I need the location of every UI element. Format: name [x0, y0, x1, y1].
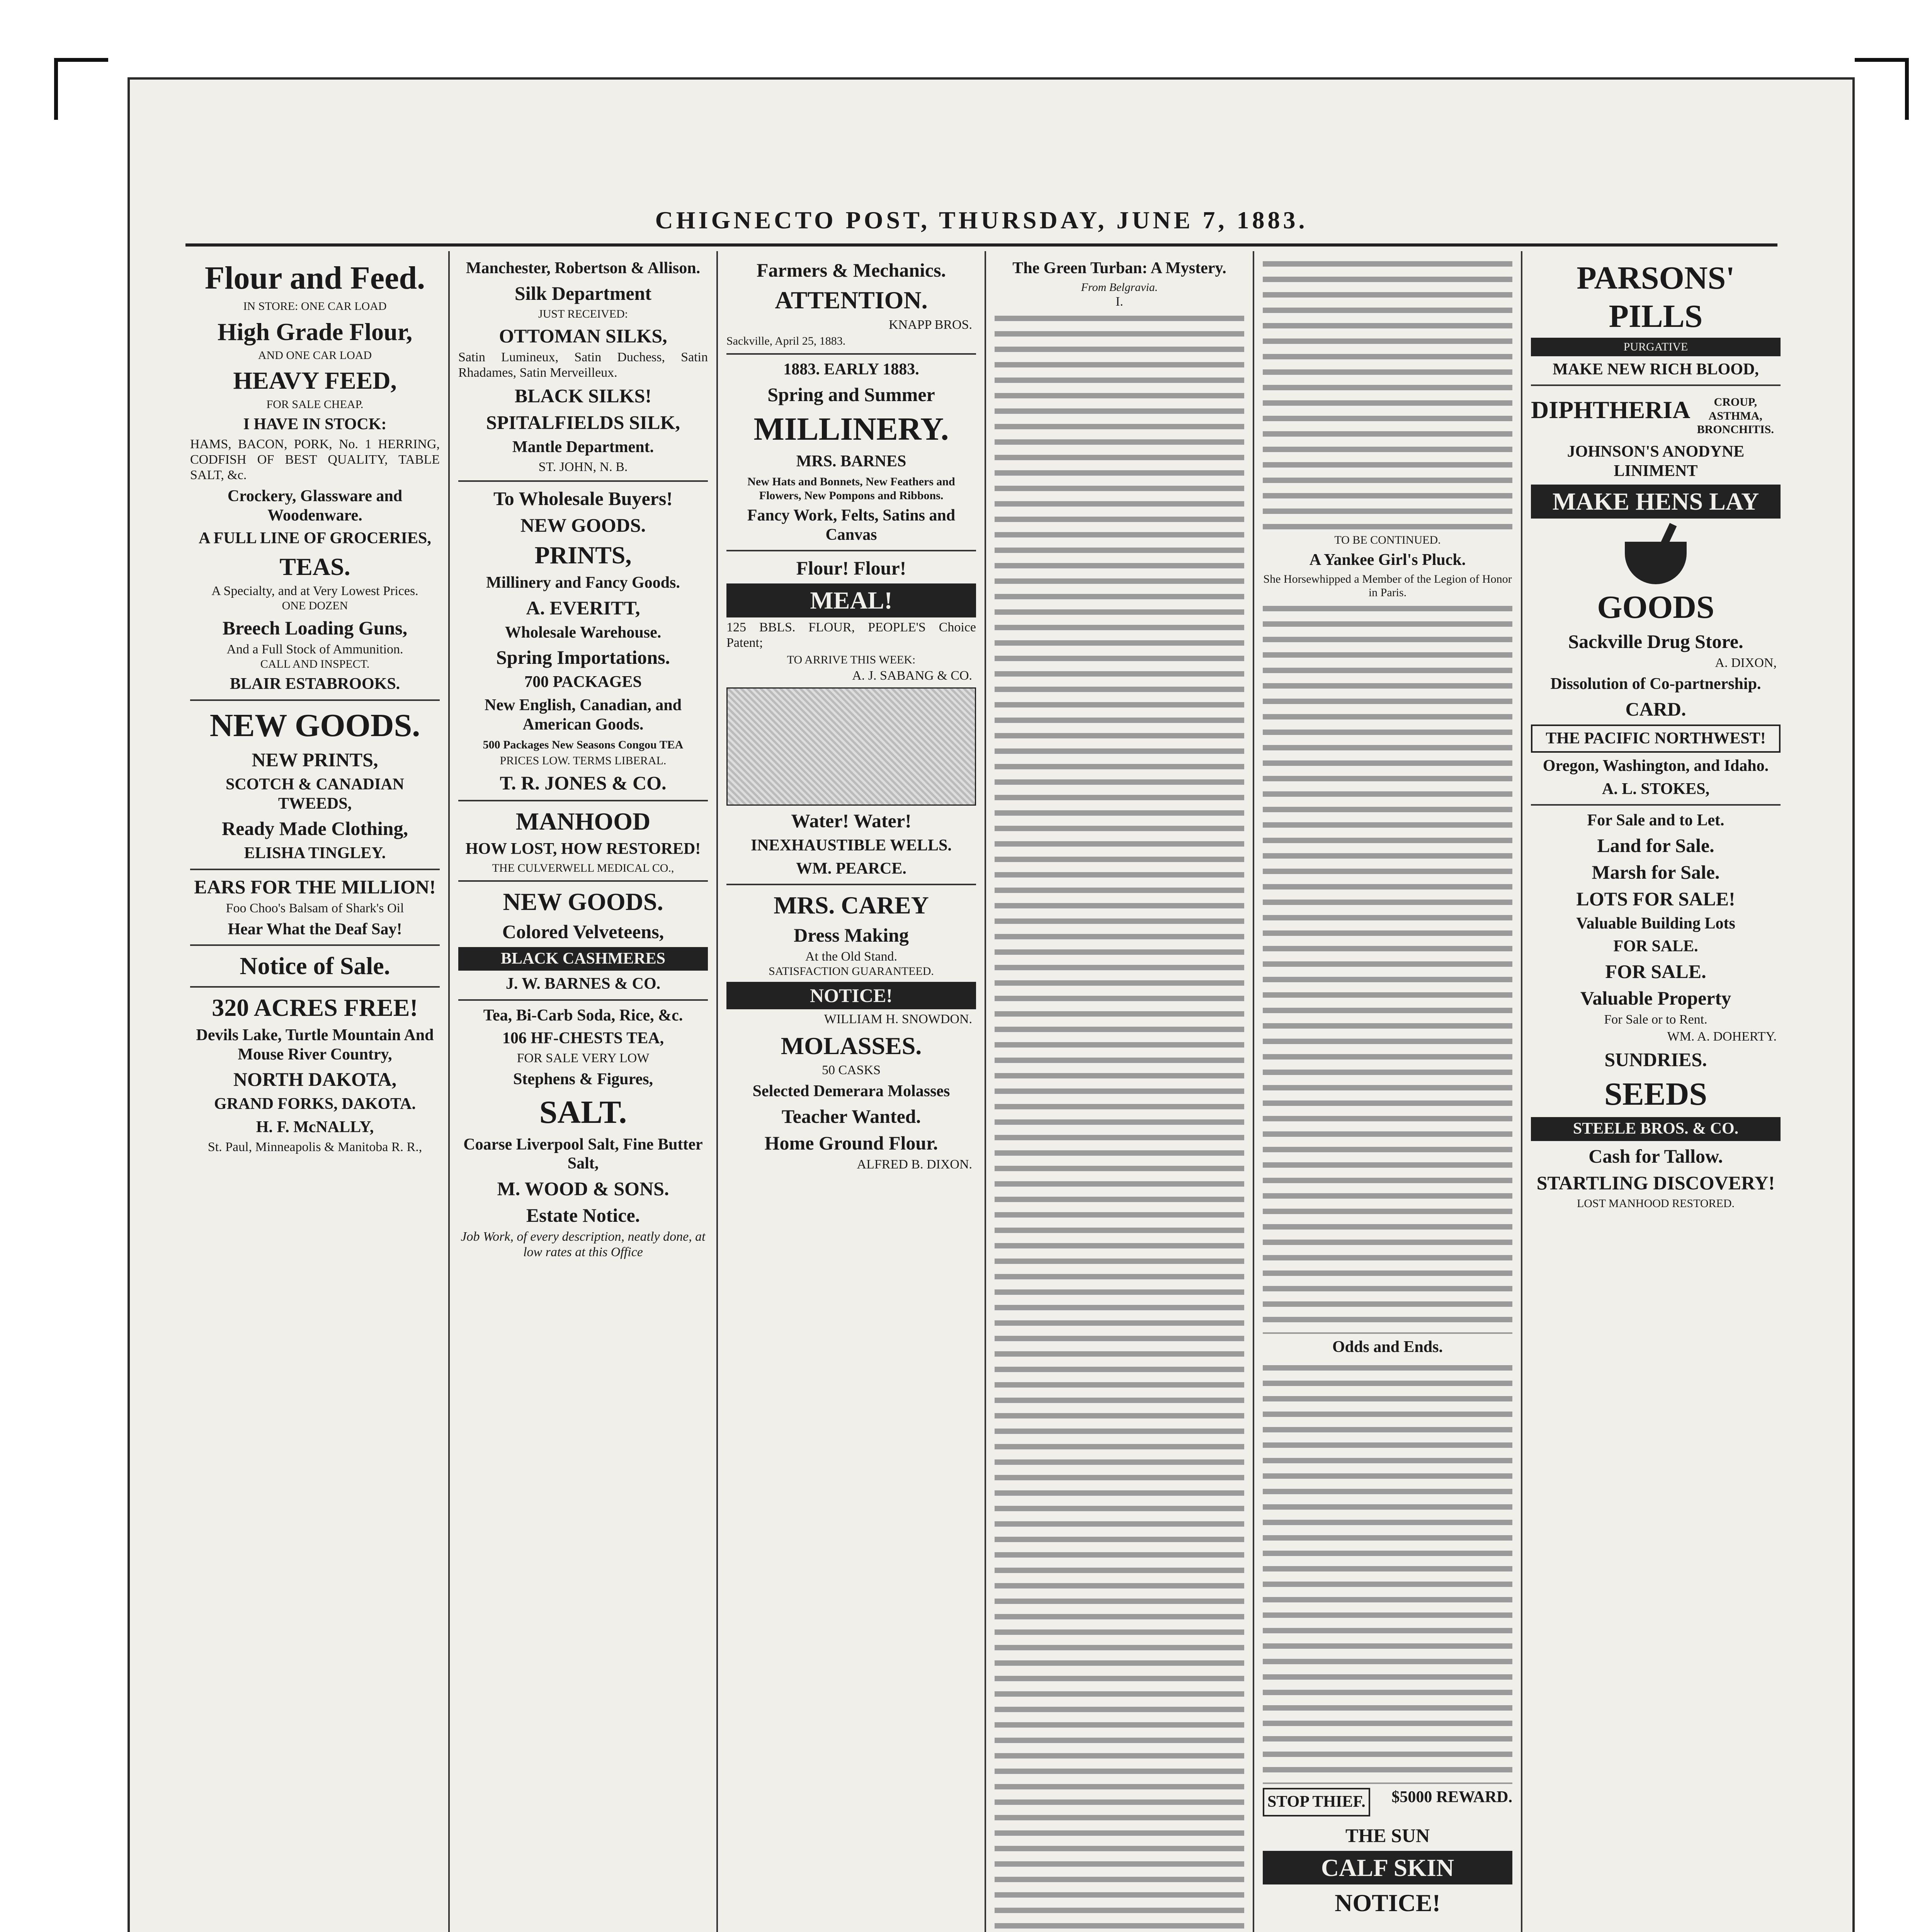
odds-and-ends: Odds and Ends. — [1332, 1338, 1443, 1356]
dress-making: Dress Making — [794, 924, 909, 946]
in-stock-heading: I HAVE IN STOCK: — [243, 415, 387, 434]
the-sun: THE SUN — [1345, 1824, 1430, 1846]
mcnally: H. F. McNALLY, — [256, 1118, 374, 1136]
a-dixon: A. DIXON, — [1715, 656, 1777, 670]
ready-made-clothing: Ready Made Clothing, — [222, 818, 408, 840]
congou-tea: 500 Packages New Seasons Congou TEA — [483, 738, 684, 752]
lost-manhood: LOST MANHOOD RESTORED. — [1577, 1197, 1735, 1210]
teas-heading: TEAS. — [279, 553, 350, 580]
crockery-heading: Crockery, Glassware and Woodenware. — [227, 487, 403, 524]
hf-chests: 106 HF-CHESTS TEA, — [502, 1029, 664, 1048]
land-for-sale: Land for Sale. — [1597, 834, 1714, 856]
silks-text: Satin Lumineux, Satin Duchess, Satin Rhadames, Satin Merveilleux. — [458, 350, 708, 380]
black-silks: BLACK SILKS! — [514, 385, 652, 407]
teacher-wanted: Teacher Wanted. — [781, 1105, 921, 1127]
groceries-heading: A FULL LINE OF GROCERIES, — [199, 529, 431, 548]
one-dozen: ONE DOZEN — [282, 599, 348, 612]
coarse-salt: Coarse Liverpool Salt, Fine Butter Salt, — [463, 1135, 703, 1173]
chapter: I. — [1116, 294, 1123, 309]
english-goods: New English, Canadian, and American Goods. — [484, 696, 682, 733]
colored-velveteens: Colored Velveteens, — [502, 920, 664, 942]
stop-thief: STOP THIEF. — [1263, 1788, 1370, 1816]
flour-flour: Flour! Flour! — [796, 557, 906, 579]
crop-mark-top-right-h — [1855, 58, 1909, 62]
call-inspect: CALL AND INSPECT. — [260, 657, 370, 670]
column-1 — [182, 251, 450, 1932]
notice-col5: NOTICE! — [1335, 1889, 1440, 1917]
columns — [182, 251, 1789, 1932]
al-stokes: A. L. STOKES, — [1602, 780, 1710, 798]
wholesale-buyers: To Wholesale Buyers! — [493, 487, 673, 509]
spring-summer: Spring and Summer — [767, 383, 935, 405]
story-body-text — [995, 310, 1244, 1932]
well-borer-illustration — [726, 687, 976, 806]
blair-estabrooks: BLAIR ESTABROOKS. — [230, 675, 400, 693]
crop-mark-top-right-v — [1905, 58, 1909, 120]
tr-jones: T. R. JONES & CO. — [500, 772, 667, 794]
high-grade-flour: High Grade Flour, — [217, 318, 413, 345]
divider — [1531, 384, 1781, 386]
steele-bros: STEELE BROS. & CO. — [1531, 1117, 1781, 1141]
alfred-dixon: ALFRED B. DIXON. — [857, 1157, 972, 1172]
new-prints: NEW PRINTS, — [252, 749, 378, 770]
cash-for-tallow: Cash for Tallow. — [1588, 1145, 1723, 1167]
m-wood: M. WOOD & SONS. — [497, 1177, 669, 1199]
pacific-northwest: THE PACIFIC NORTHWEST! — [1531, 724, 1781, 753]
snowdon: WILLIAM H. SNOWDON. — [824, 1012, 972, 1027]
notice-of-sale: Notice of Sale. — [240, 952, 390, 980]
heavy-feed: HEAVY FEED, — [233, 367, 397, 395]
meal: MEAL! — [726, 583, 976, 617]
column-3 — [718, 251, 986, 1932]
oregon-washington: Oregon, Washington, and Idaho. — [1543, 757, 1769, 775]
new-goods-heading: NEW GOODS. — [209, 707, 420, 743]
for-sale-1: FOR SALE. — [1613, 937, 1698, 956]
job-work: Job Work, of every description, neatly done, at low rates at this Office — [461, 1229, 706, 1259]
green-turban-title: The Green Turban: A Mystery. — [1012, 259, 1226, 277]
farmers-mechanics: Farmers & Mechanics. — [756, 259, 946, 281]
molasses: MOLASSES. — [781, 1032, 922, 1060]
ottoman-silks: OTTOMAN SILKS, — [499, 325, 667, 347]
early-1883: 1883. EARLY 1883. — [783, 361, 919, 379]
sabano: A. J. SABANG & CO. — [852, 668, 972, 683]
masthead: CHIGNECTO POST, THURSDAY, JUNE 7, 1883. — [185, 197, 1777, 247]
knapp-date: Sackville, April 25, 1883. — [726, 334, 846, 347]
just-received: JUST RECEIVED: — [538, 307, 628, 320]
divider — [458, 480, 708, 482]
inexhaustible-wells: INEXHAUSTIBLE WELLS. — [751, 837, 952, 855]
divider — [190, 986, 440, 988]
old-stand: At the Old Stand. — [805, 949, 897, 964]
story-continued-text — [1263, 255, 1512, 533]
manhood: MANHOOD — [515, 807, 651, 835]
spitalfields: SPITALFIELDS SILK, — [486, 412, 680, 434]
grand-forks: GRAND FORKS, DAKOTA. — [214, 1095, 416, 1113]
black-cashmeres: BLACK CASHMERES — [458, 947, 708, 971]
make-hens-lay: MAKE HENS LAY — [1531, 485, 1781, 519]
yankee-girls-pluck: A Yankee Girl's Pluck. — [1309, 551, 1466, 569]
millinery: MILLINERY. — [753, 411, 949, 447]
fancy-work: Fancy Work, Felts, Satins and Canvas — [747, 507, 956, 544]
divider — [458, 800, 708, 801]
mrs-carey: MRS. CAREY — [774, 891, 929, 919]
home-ground-flour: Home Ground Flour. — [764, 1132, 938, 1154]
crop-mark-top-left-h — [54, 58, 108, 62]
divider — [458, 999, 708, 1001]
wm-pearce: WM. PEARCE. — [796, 859, 906, 878]
from-belgravia: From Belgravia. — [1081, 281, 1158, 294]
and-car-load: AND ONE CAR LOAD — [258, 349, 372, 362]
silk-department: Silk Department — [514, 282, 652, 304]
to-be-continued: TO BE CONTINUED. — [1334, 534, 1441, 546]
building-lots: Valuable Building Lots — [1576, 914, 1735, 932]
st-john: ST. JOHN, N. B. — [538, 459, 628, 474]
sale-and-let: For Sale and to Let. — [1587, 811, 1725, 830]
odds-body-text — [1263, 1359, 1512, 1784]
spring-importations: Spring Importations. — [496, 646, 670, 668]
wholesale-warehouse: Wholesale Warehouse. — [505, 623, 662, 641]
salt-heading: SALT. — [539, 1094, 627, 1130]
new-goods-2: NEW GOODS. — [520, 514, 646, 536]
divider — [726, 884, 976, 885]
card-heading: CARD. — [1625, 698, 1686, 720]
divider — [190, 869, 440, 870]
north-dakota: NORTH DAKOTA, — [233, 1068, 397, 1090]
stephens-figures: Stephens & Figures, — [513, 1070, 653, 1088]
jw-barnes: J. W. BARNES & CO. — [505, 975, 661, 993]
lots-for-sale: LOTS FOR SALE! — [1576, 888, 1735, 910]
sale-very-low: FOR SALE VERY LOW — [517, 1051, 650, 1065]
mortar-pestle-icon — [1617, 522, 1694, 584]
new-goods-3: NEW GOODS. — [503, 888, 663, 916]
to-arrive: TO ARRIVE THIS WEEK: — [787, 653, 916, 666]
tweeds: SCOTCH & CANADIAN TWEEDS, — [225, 776, 405, 813]
bbls-flour: 125 BBLS. FLOUR, PEOPLE'S Choice Patent; — [726, 620, 976, 650]
divider — [1531, 804, 1781, 806]
for-sale-2: FOR SALE. — [1605, 960, 1706, 982]
satisfaction: SATISFACTION GUARANTEED. — [769, 965, 934, 978]
casks: 50 CASKS — [821, 1063, 881, 1078]
horsewhip: She Horsewhipped a Member of the Legion of Honor in Paris. — [1263, 572, 1512, 599]
attention: ATTENTION. — [775, 286, 928, 314]
column-2 — [450, 251, 718, 1932]
sackville-drug-store: Sackville Drug Store. — [1568, 631, 1743, 653]
calf-skin: CALF SKIN — [1263, 1851, 1512, 1885]
stock-list: HAMS, BACON, PORK, No. 1 HERRING, CODFISH OF BEST QUALITY, TABLE SALT, &c. — [190, 437, 440, 483]
millinery-fancy: Millinery and Fancy Goods. — [486, 574, 680, 592]
divider — [726, 353, 976, 355]
packages: 700 PACKAGES — [524, 673, 642, 691]
instore-text: IN STORE: ONE CAR LOAD — [243, 300, 387, 313]
parsons-pills: PARSONS' PILLS — [1577, 260, 1735, 335]
rich-blood: MAKE NEW RICH BLOOD, — [1553, 360, 1759, 378]
ammo-text: And a Full Stock of Ammunition. — [226, 642, 403, 656]
croup-asthma: CROUP, ASTHMA, BRONCHITIS. — [1697, 396, 1774, 436]
diphtheria: DIPHTHERIA — [1531, 396, 1690, 424]
prints: PRINTS, — [534, 541, 632, 569]
how-lost: HOW LOST, HOW RESTORED! — [465, 840, 701, 858]
elisha-tingley: ELISHA TINGLEY. — [244, 844, 386, 862]
guns-heading: Breech Loading Guns, — [222, 617, 408, 639]
mantle-department: Mantle Department. — [512, 438, 654, 456]
knapp-bros: KNAPP BROS. — [888, 317, 972, 332]
divider — [190, 699, 440, 701]
estate-notice: Estate Notice. — [526, 1204, 640, 1226]
goods-heading: GOODS — [1597, 589, 1714, 625]
divider — [726, 550, 976, 551]
foo-choo-balsam: Foo Choo's Balsam of Shark's Oil — [226, 901, 404, 915]
culverwell: THE CULVERWELL MEDICAL CO., — [492, 861, 674, 874]
valuable-property: Valuable Property — [1580, 987, 1731, 1009]
startling-discovery: STARTLING DISCOVERY! — [1536, 1172, 1775, 1194]
wm-doherty: WM. A. DOHERTY. — [1667, 1029, 1777, 1044]
column-6 — [1522, 251, 1789, 1932]
anodyne-liniment: JOHNSON'S ANODYNE LINIMENT — [1567, 443, 1745, 480]
purgative-badge: PURGATIVE — [1531, 338, 1781, 356]
seeds: SEEDS — [1604, 1076, 1708, 1112]
for-sale-cheap: FOR SALE CHEAP. — [266, 398, 364, 411]
divider — [190, 944, 440, 946]
marsh-for-sale: Marsh for Sale. — [1592, 861, 1720, 883]
teas-sub: A Specialty, and at Very Lowest Prices. — [211, 584, 418, 599]
mrs-barnes: MRS. BARNES — [796, 452, 906, 470]
notice-col3: NOTICE! — [726, 982, 976, 1009]
pluck-body-text — [1263, 600, 1512, 1334]
a-everitt: A. EVERITT, — [526, 597, 640, 619]
tea-soda: Tea, Bi-Carb Soda, Rice, &c. — [483, 1006, 683, 1024]
devils-lake: Devils Lake, Turtle Mountain And Mouse River Country, — [196, 1026, 434, 1063]
sundries: SUNDRIES. — [1604, 1049, 1707, 1071]
column-4 — [986, 251, 1254, 1932]
sale-or-rent: For Sale or to Rent. — [1604, 1012, 1708, 1027]
demerara: Selected Demerara Molasses — [752, 1082, 950, 1100]
water-water: Water! Water! — [791, 810, 912, 832]
acres-free: 320 ACRES FREE! — [212, 993, 418, 1021]
flour-feed-title: Flour and Feed. — [204, 260, 425, 296]
reward: $5000 REWARD. — [1391, 1788, 1512, 1806]
hear-deaf: Hear What the Deaf Say! — [228, 920, 402, 938]
crop-mark-top-left-v — [54, 58, 58, 120]
bonnets: New Hats and Bonnets, New Feathers and Flowers, New Pompons and Ribbons. — [747, 475, 955, 502]
prices-low: PRICES LOW. TERMS LIBERAL. — [500, 754, 667, 767]
divider — [458, 880, 708, 882]
railroad: St. Paul, Minneapolis & Manitoba R. R., — [207, 1139, 422, 1154]
column-5 — [1254, 251, 1522, 1932]
dissolution: Dissolution of Co-partnership. — [1550, 675, 1761, 693]
mra-title: Manchester, Robertson & Allison. — [466, 259, 701, 277]
ears-million: EARS FOR THE MILLION! — [194, 876, 436, 898]
